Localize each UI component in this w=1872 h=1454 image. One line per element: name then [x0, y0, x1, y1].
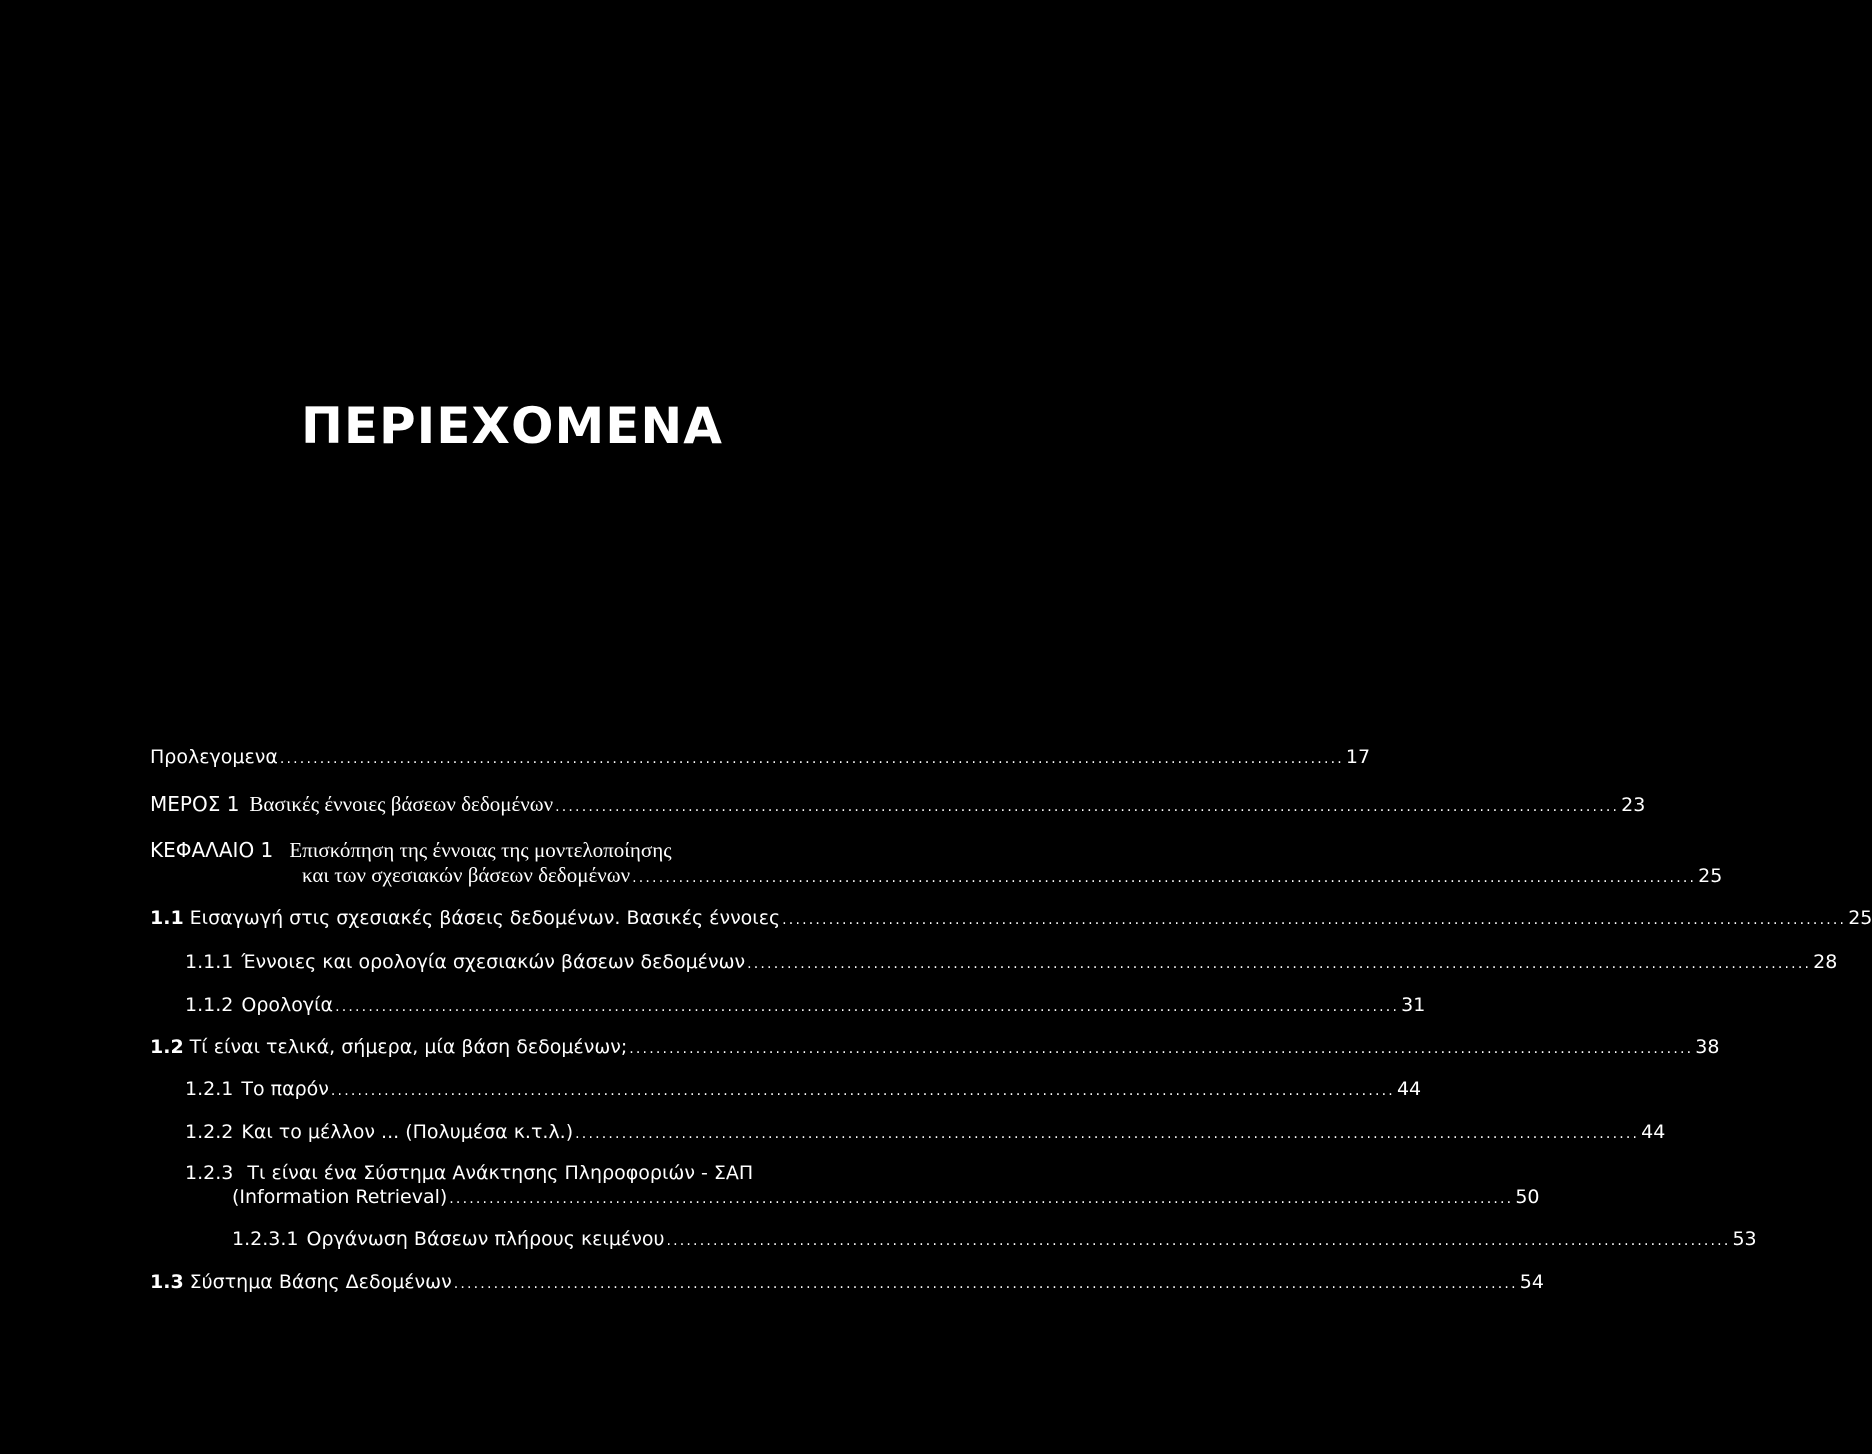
toc-section-number: 1.1.1 — [185, 951, 234, 973]
toc-label: Προλεγομενα — [150, 746, 278, 768]
toc-page-number: 28 — [1813, 951, 1838, 973]
toc-leader-dots: ................................................................................................................................................................ — [632, 870, 1697, 886]
toc-leader-dots: ................................................................................................................................................................ — [555, 799, 1620, 815]
toc-page-number: 17 — [1345, 746, 1371, 768]
toc-page-number: 54 — [1519, 1271, 1544, 1293]
toc-entry-1-1-1[interactable] — [185, 950, 1838, 976]
toc-entry-chapter-1-line1[interactable] — [150, 838, 672, 863]
toc-chapter-number: ΚΕΦΑΛΑΙΟ 1 — [150, 838, 274, 862]
toc-page-number: 23 — [1621, 794, 1646, 816]
toc-page-number: 31 — [1401, 994, 1426, 1016]
toc-label: Έννοιες και ορολογία σχεσιακών βάσεων δεδομένων — [241, 951, 746, 973]
toc-entry-1-2-3-line1[interactable] — [185, 1161, 753, 1185]
toc-entry-1-2-1[interactable] — [185, 1077, 1422, 1103]
toc-entry-prolegomena[interactable] — [150, 745, 1371, 771]
toc-page-number: 44 — [1396, 1078, 1422, 1100]
toc-entry-1-2-3[interactable] — [232, 1185, 1540, 1211]
toc-label-line1: Τι είναι ένα Σύστημα Ανάκτησης Πληροφοριών - ΣΑΠ — [247, 1162, 754, 1184]
toc-entry-1-1-2[interactable] — [185, 993, 1426, 1019]
toc-section-number: 1.1 — [150, 907, 184, 929]
toc-entry-1-2-3-1[interactable] — [232, 1227, 1757, 1253]
toc-page-number: 25 — [1848, 907, 1872, 929]
toc-entry-1-3[interactable] — [150, 1270, 1544, 1296]
toc-label-line2: και των σχεσιακών βάσεων δεδομένων — [302, 863, 631, 887]
toc-leader-dots: ................................................................................................................................................................ — [449, 1191, 1514, 1207]
toc-leader-dots: ................................................................................................................................................................ — [279, 751, 1344, 767]
toc-label: Τί είναι τελικά, σήμερα, μία βάση δεδομένων; — [189, 1036, 628, 1058]
toc-leader-dots: ................................................................................................................................................................ — [666, 1233, 1731, 1249]
toc-label: Βασικές έννοιες βάσεων δεδομένων — [249, 792, 554, 816]
toc-label: Ορολογία — [241, 994, 334, 1016]
toc-label: Σύστημα Βάσης Δεδομένων — [189, 1271, 452, 1293]
toc-leader-dots: ................................................................................................................................................................ — [453, 1276, 1518, 1292]
toc-leader-dots: ................................................................................................................................................................ — [747, 956, 1812, 972]
toc-section-number: 1.3 — [150, 1271, 184, 1293]
toc-section-number: 1.2 — [150, 1036, 184, 1058]
toc-part-number: ΜΕΡΟΣ 1 — [150, 792, 240, 816]
toc-label: Και το μέλλον ... (Πολυμέσα κ.τ.λ.) — [241, 1121, 574, 1143]
toc-label-line2: (Information Retrieval) — [232, 1186, 448, 1208]
toc-leader-dots: ................................................................................................................................................................ — [629, 1041, 1694, 1057]
toc-page-number: 50 — [1515, 1186, 1540, 1208]
toc-label: Το παρόν — [241, 1078, 329, 1100]
toc-section-number: 1.2.1 — [185, 1078, 234, 1100]
toc-section-number: 1.2.2 — [185, 1121, 234, 1143]
toc-page-number: 25 — [1698, 865, 1723, 887]
toc-label: Εισαγωγή στις σχεσιακές βάσεις δεδομένων. Βασικές έννοιες — [189, 907, 781, 929]
toc-entry-1-1[interactable] — [150, 906, 1872, 932]
toc-entry-part-1[interactable] — [150, 792, 1646, 819]
toc-entry-chapter-1[interactable] — [302, 863, 1723, 890]
toc-leader-dots: ................................................................................................................................................................ — [782, 912, 1847, 928]
toc-entry-1-2[interactable] — [150, 1035, 1720, 1061]
page-title: ΠΕΡΙΕΧΟΜΕΝΑ — [301, 397, 723, 455]
toc-section-number: 1.2.3.1 — [232, 1228, 299, 1250]
toc-section-number: 1.2.3 — [185, 1162, 234, 1184]
toc-page-number: 44 — [1641, 1121, 1666, 1143]
toc-page-number: 38 — [1695, 1036, 1720, 1058]
toc-label-line1: Επισκόπηση της έννοιας της μοντελοποίησης — [289, 838, 672, 862]
toc-section-number: 1.1.2 — [185, 994, 234, 1016]
toc-leader-dots: ................................................................................................................................................................ — [330, 1083, 1395, 1099]
toc-leader-dots: ................................................................................................................................................................ — [335, 999, 1400, 1015]
toc-label: Οργάνωση Βάσεων πλήρους κειμένου — [306, 1228, 665, 1250]
toc-entry-1-2-2[interactable] — [185, 1120, 1666, 1146]
toc-page-number: 53 — [1732, 1228, 1757, 1250]
toc-leader-dots: ................................................................................................................................................................ — [575, 1126, 1640, 1142]
